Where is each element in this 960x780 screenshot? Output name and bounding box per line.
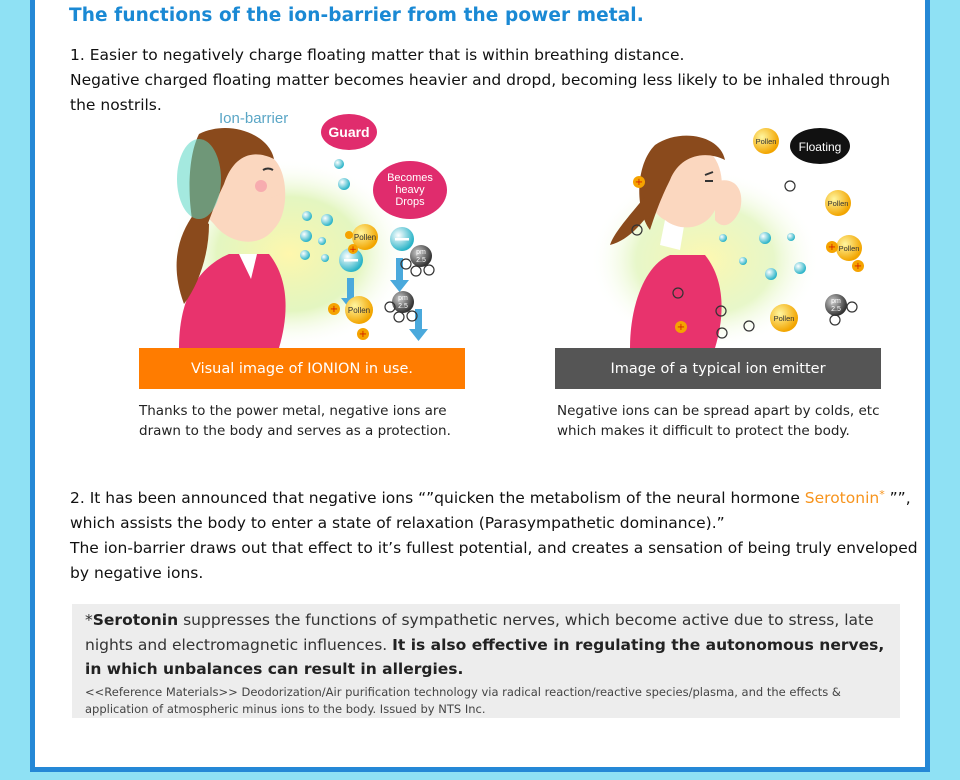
serotonin-note: [72, 604, 900, 718]
svg-text:pm: pm: [398, 295, 408, 302]
emitter-caption: Negative ions can be spread apart by colds, etc which makes it difficult to protect the body.: [557, 403, 880, 439]
ionion-caption-bar: Visual image of IONION in use.: [139, 348, 465, 389]
note-term: Serotonin: [92, 611, 179, 629]
note-reference: <<Reference Materials>> Deodorization/Air purification technology via radical reaction/reactive species/plasma, and the effects & application of atmospheric minus ions to the body. Issued by NTS Inc.: [85, 684, 841, 716]
svg-text:+: +: [358, 329, 368, 340]
svg-text:Pollen: Pollen: [755, 137, 777, 146]
footnote-star: *: [879, 488, 885, 501]
svg-text:+: +: [329, 304, 339, 315]
svg-text:Pollen: Pollen: [773, 314, 795, 323]
svg-text:2.5: 2.5: [831, 306, 841, 313]
drops-label: Drops: [395, 196, 425, 208]
note-text-a: suppresses the functions of sympathetic nerves, which become active due to stress, late nights and electromagnetic influences.: [85, 611, 874, 654]
floating-label: Floating: [798, 140, 842, 154]
section-2-line-1: [70, 482, 920, 536]
svg-text:+: +: [349, 245, 357, 255]
svg-text:pm: pm: [831, 298, 841, 305]
section-1-line-2: Negative charged floating matter becomes heavier and dropd, becoming less likely to be inhaled through the nostrils.: [70, 71, 891, 114]
content-panel: [30, 0, 930, 772]
section-2-line-2: The ion-barrier draws out that effect to it’s fullest potential, and creates a sensation of being truly enveloped by negative ions.: [70, 539, 918, 582]
svg-text:Pollen: Pollen: [353, 233, 377, 242]
ionion-illustration: [139, 104, 465, 348]
guard-label: Guard: [328, 124, 370, 140]
svg-text:2.5: 2.5: [398, 303, 408, 310]
note-main-text: [85, 608, 887, 682]
section-2-text: [70, 482, 920, 586]
emitter-caption-bar: Image of a typical ion emitter: [555, 348, 881, 389]
typical-emitter-illustration: [555, 120, 881, 348]
svg-text:+: +: [853, 261, 863, 272]
serotonin-term: Serotonin: [804, 489, 880, 507]
svg-text:+: +: [827, 242, 837, 253]
note-text-bold: It is also effective in regulating the autonomous nerves, in which unbalances can result in allergies.: [85, 635, 885, 678]
svg-text:+: +: [676, 322, 686, 333]
section-2-part-b: ””, which assists the body to enter a state of relaxation (Parasympathetic dominance).”: [70, 489, 911, 532]
becomes-label: Becomes: [387, 172, 433, 184]
page-title: The functions of the ion-barrier from the power metal.: [69, 5, 644, 26]
ion-barrier-aura: [177, 139, 221, 219]
note-prefix: *: [85, 611, 93, 629]
svg-text:Pollen: Pollen: [827, 199, 849, 208]
ion-barrier-label: Ion-barrier: [219, 110, 289, 127]
section-2-part-a: 2. It has been announced that negative ions “”quicken the metabolism of the neural hormone: [70, 489, 805, 507]
section-1-line-1: 1. Easier to negatively charge floating matter that is within breathing distance.: [70, 46, 685, 64]
ionion-caption: Thanks to the power metal, negative ions are drawn to the body and serves as a protection.: [139, 403, 451, 439]
svg-text:2.5: 2.5: [416, 257, 426, 264]
svg-text:pm: pm: [416, 249, 426, 256]
svg-text:+: +: [634, 177, 644, 188]
svg-text:Pollen: Pollen: [838, 244, 860, 253]
svg-text:Pollen: Pollen: [347, 306, 371, 315]
heavy-label: heavy: [395, 184, 425, 196]
